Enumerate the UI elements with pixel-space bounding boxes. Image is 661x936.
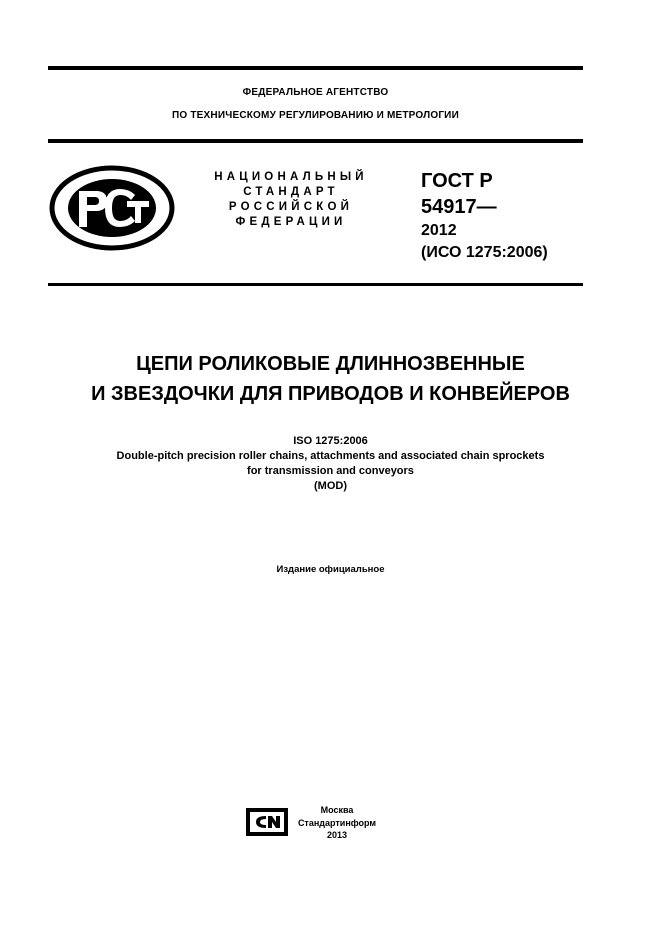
agency-line-1: ФЕДЕРАЛЬНОЕ АГЕНТСТВО — [242, 87, 389, 98]
national-standard-line-3: РОССИЙСКОЙ — [228, 201, 354, 213]
top-rule — [48, 66, 583, 70]
gost-r-emblem-icon — [49, 165, 175, 251]
publisher-info — [292, 804, 382, 842]
standard-designation — [421, 168, 548, 264]
national-standard-line-1: НАЦИОНАЛЬНЫЙ — [214, 171, 368, 183]
document-title-line-2: И ЗВЕЗДОЧКИ ДЛЯ ПРИВОДОВ И КОНВЕЙЕРОВ — [91, 383, 570, 405]
publisher-year: 2013 — [326, 830, 348, 840]
designation-rule — [48, 283, 583, 286]
national-standard-line-2: СТАНДАРТ — [243, 186, 339, 198]
designation-code: ГОСТ Р — [421, 170, 493, 192]
publisher-name: Стандартинформ — [297, 817, 377, 828]
edition-label: Издание официальное — [276, 564, 385, 575]
designation-year: 2012 — [421, 222, 457, 239]
iso-title-line-1: Double-pitch precision roller chains, attachments and associated chain sprockets — [116, 450, 545, 462]
publisher-city: Москва — [320, 805, 354, 815]
iso-mod: (MOD) — [314, 480, 347, 492]
designation-iso-ref: (ИСО 1275:2006) — [421, 244, 548, 261]
header-rule — [48, 139, 583, 143]
iso-code: ISO 1275:2006 — [293, 435, 368, 447]
iso-title-line-2: for transmission and conveyors — [247, 465, 414, 477]
document-title-line-1: ЦЕПИ РОЛИКОВЫЕ ДЛИННОЗВЕННЫЕ — [136, 353, 525, 375]
agency-line-2: ПО ТЕХНИЧЕСКОМУ РЕГУЛИРОВАНИЮ И МЕТРОЛОГИИ — [172, 110, 459, 121]
designation-number: 54917— — [421, 196, 497, 218]
national-standard-label — [196, 170, 386, 230]
national-standard-line-4: ФЕДЕРАЦИИ — [235, 216, 347, 228]
standartinform-logo-icon — [246, 808, 288, 836]
